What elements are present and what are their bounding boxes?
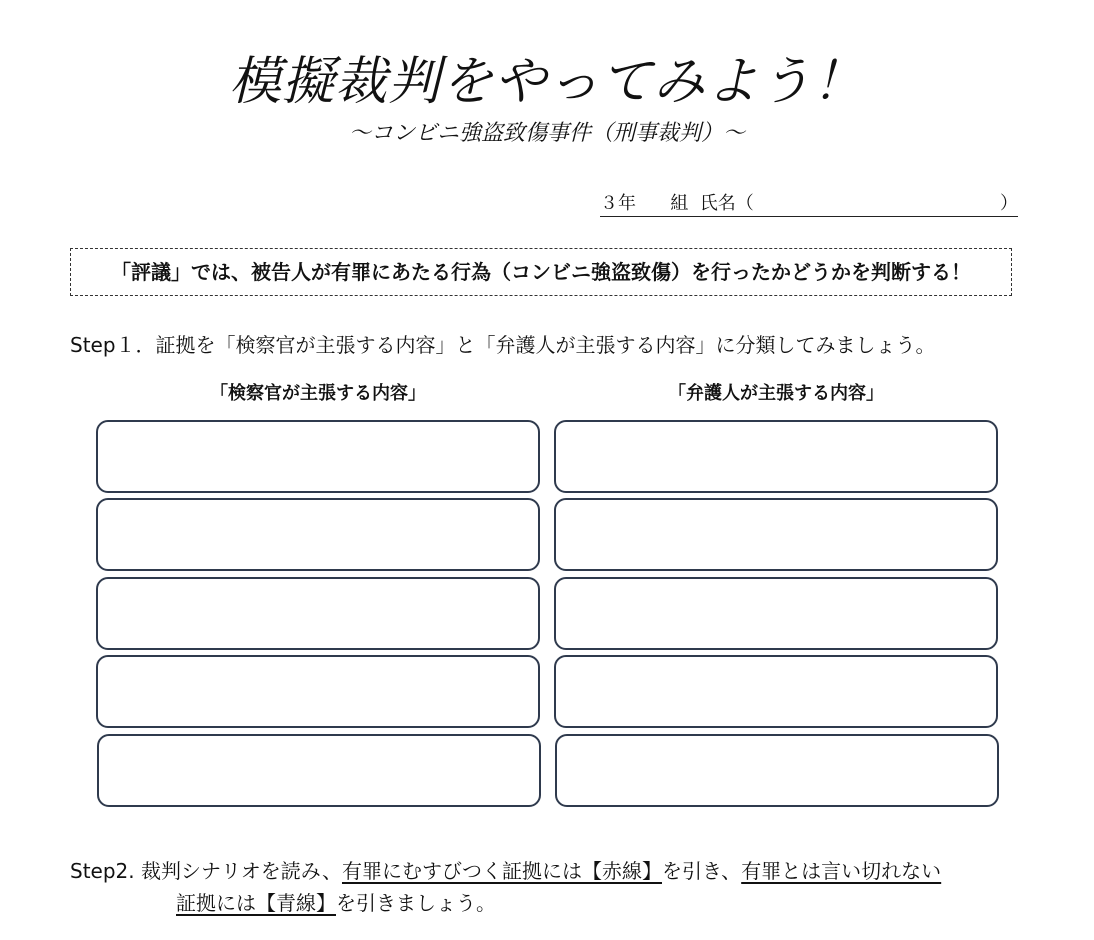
- defense-answer-box[interactable]: [554, 655, 998, 728]
- grade-label: ３年: [600, 193, 636, 214]
- student-name-line: [600, 192, 1018, 217]
- step2-text: を引きましょう。: [336, 891, 496, 915]
- class-label: 組: [670, 193, 689, 214]
- name-close-paren: ）: [1000, 193, 1018, 214]
- blue-line-instruction: 証拠には【青線】: [176, 891, 336, 915]
- defense-answer-box[interactable]: [555, 734, 999, 807]
- defense-column-heading: 「弁護人が主張する内容」: [668, 383, 884, 404]
- step2-instruction-continued: [176, 888, 496, 918]
- blue-line-instruction: 有罪とは言い切れない: [741, 859, 942, 883]
- prosecutor-answer-box[interactable]: [96, 420, 540, 493]
- step1-instruction: Step１．証拠を「検察官が主張する内容」と「弁護人が主張する内容」に分類してみましょう。: [70, 333, 936, 357]
- prosecutor-column-heading: 「検察官が主張する内容」: [210, 383, 426, 404]
- red-line-instruction: 有罪にむすびつく証拠には【赤線】: [341, 859, 662, 883]
- prosecutor-answer-box[interactable]: [97, 734, 541, 807]
- step2-text: 裁判シナリオを読み、: [140, 859, 342, 883]
- worksheet-title: 模擬裁判をやってみよう！: [228, 52, 865, 112]
- prosecutor-answer-box[interactable]: [96, 498, 540, 571]
- step2-instruction: [70, 856, 941, 886]
- worksheet-subtitle: ～コンビニ強盗致傷事件（刑事裁判）～: [348, 121, 745, 146]
- step2-text: を引き、: [661, 859, 742, 883]
- defense-answer-box[interactable]: [554, 577, 998, 650]
- deliberation-notice: 「評議」では、被告人が有罪にあたる行為（コンビニ強盗致傷）を行ったかどうかを判断する！: [70, 248, 1012, 296]
- step2-label: Step2.: [70, 859, 135, 883]
- defense-answer-box[interactable]: [554, 420, 998, 493]
- defense-answer-box[interactable]: [554, 498, 998, 571]
- prosecutor-answer-box[interactable]: [96, 655, 540, 728]
- prosecutor-answer-box[interactable]: [96, 577, 540, 650]
- name-label: 氏名（: [699, 193, 754, 214]
